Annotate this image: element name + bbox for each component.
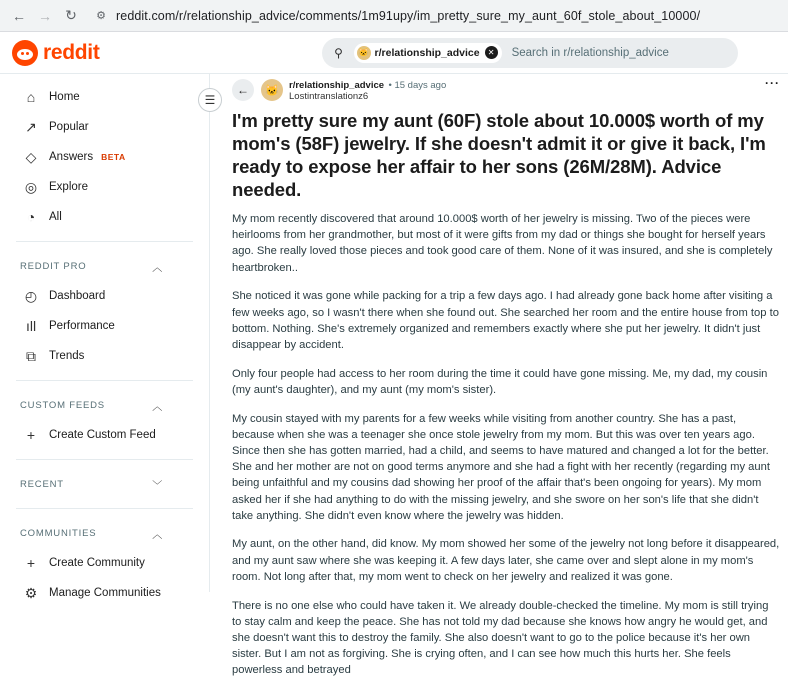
chevron-up-icon: ︿	[152, 401, 163, 413]
section-title: CUSTOM FEEDS	[20, 399, 105, 411]
back-button[interactable]: ←	[232, 79, 254, 101]
search-input[interactable]: Search in r/relationship_advice	[511, 46, 669, 59]
post-paragraph: There is no one else who could have taken it. We already double-checked the timeline. My mom is still trying to stay calm and keep the peace. She has not told my dad because she knows how angry he would get, and she doesn't want this to destroy the family. She also doesn't want to go to the police because it's her own sister. But I am not as forgiving. She is crying often, and I can see how much this hurts her. She feels powerless and betrayed	[232, 599, 769, 677]
search-bar[interactable]	[322, 38, 738, 68]
chevron-down-icon: ﹀	[152, 480, 163, 492]
reddit-logo[interactable]	[12, 40, 100, 66]
plus-icon: +	[26, 555, 36, 571]
post-paragraph: She noticed it was gone while packing for a trip a few days ago. I had already gone back home after visiting a few weeks ago, so I wasn't there when she found out. She searched her room and the entire house from top to bottom. Nothing. She's extremely organized and remembers exactly where she put her jewelry. It didn't just disappear by accident.	[232, 290, 779, 351]
chevron-up-icon: ︿	[152, 262, 163, 274]
sidebar-item-performance[interactable]	[0, 311, 209, 341]
reddit-header	[0, 32, 788, 74]
answers-icon: ◇	[25, 148, 37, 165]
left-sidebar	[0, 74, 216, 601]
post-content	[210, 74, 788, 677]
popular-icon: ↗	[25, 118, 37, 135]
post-timestamp: • 15 days ago	[388, 80, 447, 91]
section-recent[interactable]	[0, 469, 209, 499]
sidebar-item-home[interactable]	[0, 82, 209, 112]
post-paragraph: Only four people had access to her room during the time it could have gone missing. Me, my dad, my cousin (my aunt's daughter), and my aunt (my mom's sister).	[232, 367, 768, 396]
sidebar-item-label: Trends	[49, 350, 85, 362]
search-subreddit-chip[interactable]	[354, 43, 502, 63]
address-bar[interactable]	[92, 4, 700, 28]
sidebar-item-label: Manage Communities	[49, 587, 161, 599]
sidebar-item-dashboard[interactable]	[0, 281, 209, 311]
chevron-up-icon: ︿	[152, 529, 163, 541]
plus-icon: +	[26, 427, 36, 443]
sidebar-item-label: Explore	[49, 181, 88, 193]
forward-arrow-icon[interactable]: →	[38, 7, 52, 24]
sidebar-item-all[interactable]	[0, 202, 209, 232]
dashboard-icon: ◴	[24, 287, 38, 304]
subreddit-avatar-icon: 🐱	[357, 46, 371, 60]
browser-toolbar	[0, 0, 788, 32]
close-icon[interactable]: ✕	[485, 46, 498, 59]
divider	[16, 508, 193, 509]
section-title: COMMUNITIES	[20, 527, 97, 539]
menu-icon[interactable]: ☰	[198, 88, 222, 112]
sidebar-item-label: Answers	[49, 151, 94, 163]
section-title: REDDIT PRO	[20, 260, 87, 272]
all-icon: ◔	[26, 209, 36, 225]
sidebar-item-label: Performance	[49, 320, 115, 332]
gear-icon: ⚙	[24, 584, 38, 601]
divider	[16, 380, 193, 381]
post-meta	[232, 78, 788, 106]
subreddit-link[interactable]: r/relationship_advice	[289, 80, 385, 91]
back-arrow-icon[interactable]: ←	[12, 7, 26, 24]
reddit-logo-icon	[12, 40, 38, 66]
author-link[interactable]: Lostintranslationz6	[289, 91, 369, 102]
search-icon: ⚲	[334, 45, 343, 60]
divider	[16, 241, 193, 242]
sidebar-item-label: Create Community	[49, 557, 145, 569]
sidebar-item-manage-communities[interactable]	[0, 578, 209, 608]
post-paragraph: My mom recently discovered that around 10.000$ worth of her jewelry is missing. Two of the pieces were heirlooms from her grandmother, but most of it were gifts from my dad or things she bought for herself years ago. She really loved those pieces and took good care of them. None of it was insured, and she is completely heartbroken..	[232, 213, 773, 274]
post-title: I'm pretty sure my aunt (60F) stole about 10.000$ worth of my mom's (58F) jewelry. If she doesn't admit it or give it back, I'm ready to expose her affair to her sons (26M/28M). Advice needed.	[232, 110, 766, 200]
sidebar-item-label: All	[49, 211, 62, 223]
home-icon: ⌂	[26, 89, 36, 105]
search-chip-label: r/relationship_advice	[374, 46, 480, 59]
sidebar-item-popular[interactable]	[0, 112, 209, 142]
section-custom-feeds[interactable]	[0, 390, 209, 420]
divider	[16, 459, 193, 460]
reload-icon[interactable]: ↻	[65, 7, 77, 23]
sidebar-item-label: Dashboard	[49, 290, 106, 302]
url-text[interactable]: reddit.com/r/relationship_advice/comments/1m91upy/im_pretty_sure_my_aunt_60f_stole_about_10000/	[116, 8, 701, 23]
sidebar-item-trends[interactable]	[0, 341, 209, 371]
more-options-icon[interactable]: ···	[765, 76, 780, 90]
sidebar-item-label: Popular	[49, 121, 89, 133]
bar-chart-icon: ıll	[25, 318, 37, 334]
section-communities[interactable]	[0, 518, 209, 548]
beta-badge: BETA	[101, 152, 126, 162]
sidebar-item-label: Home	[49, 91, 80, 103]
trends-icon: ⧉	[26, 347, 36, 364]
sidebar-item-create-custom-feed[interactable]	[0, 420, 209, 450]
subreddit-avatar-icon[interactable]: 🐱	[261, 79, 283, 101]
sidebar-item-label: Create Custom Feed	[49, 429, 156, 441]
sidebar-item-answers[interactable]	[0, 142, 209, 172]
section-reddit-pro[interactable]	[0, 251, 209, 281]
post-paragraph: My aunt, on the other hand, did know. My mom showed her some of the jewelry not long before it disappeared, and my aunt saw where she was keeping it. A few days later, she came over and slept alone in my mom's room. Not long after that, my mom went to check on her jewelry and realized it was gone.	[232, 538, 780, 583]
sidebar-item-explore[interactable]	[0, 172, 209, 202]
sidebar-item-create-community[interactable]	[0, 548, 209, 578]
logo-text: reddit	[43, 40, 100, 64]
site-settings-icon[interactable]: ⚙	[96, 10, 106, 22]
section-title: RECENT	[20, 478, 64, 490]
explore-icon: ◎	[24, 178, 38, 195]
post-paragraph: My cousin stayed with my parents for a few weeks while visiting from another country. She has a past, because when she was a teenager she once stole jewelry from my mom. But this was over ten years ago. Since then she has gotten married, had a child, and seems to have matured and changed a lot for the better. She and her mother are not on good terms anymore and she had a fight with her recently (regarding my aunt being unfaithful and my cousins dad showing her proof of the affair that's been ongoing for years). My mom asked her if she had anything to do with the missing jewelry, and she swore on her son's life that she didn't take anything. She didn't even know where the jewelry was hidden.	[232, 412, 770, 522]
